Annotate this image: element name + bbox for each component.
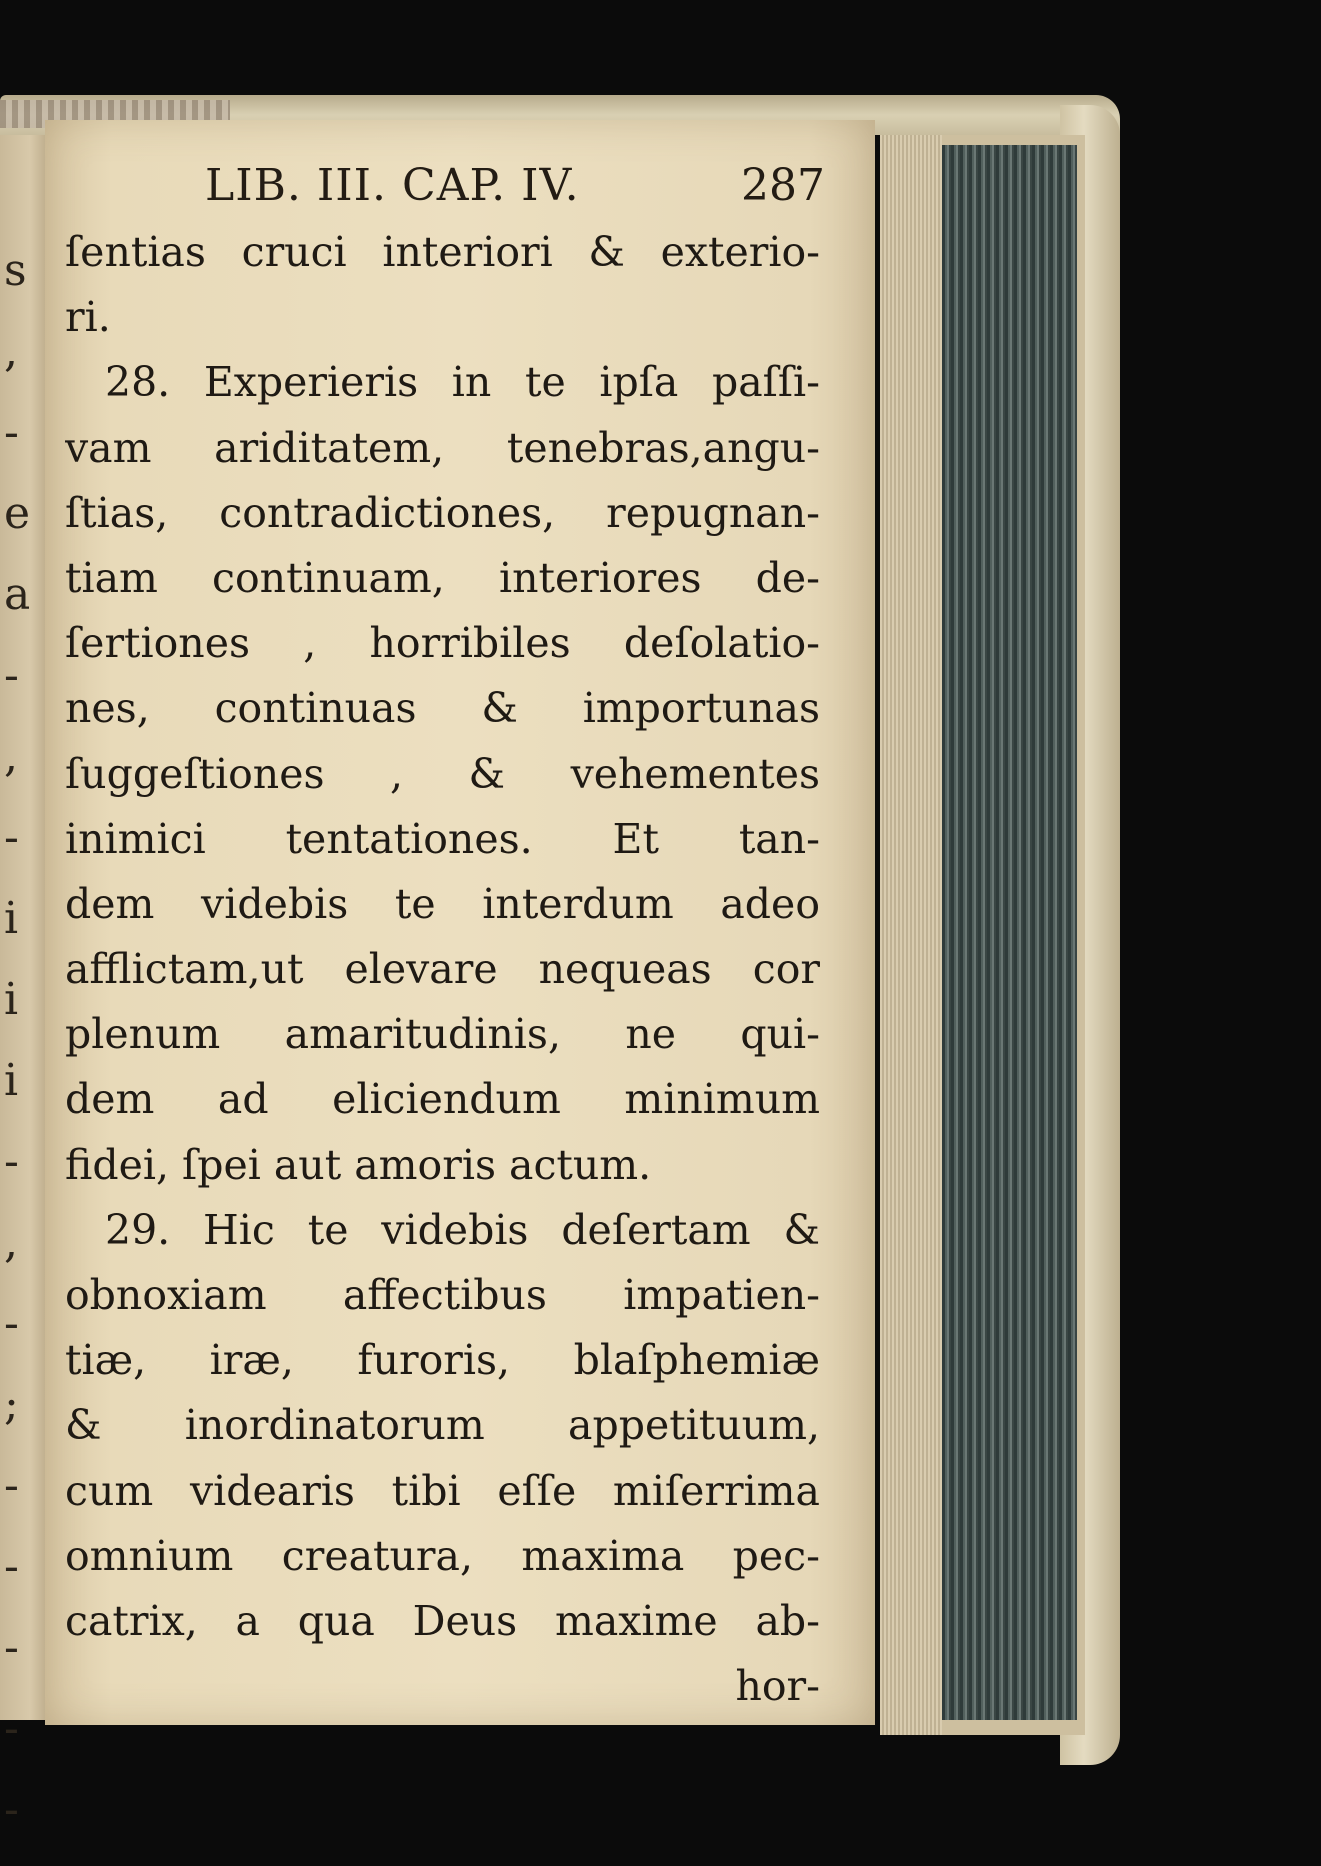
text-line: omnium creatura, maxima pec-: [65, 1531, 820, 1580]
page-body-text: [65, 220, 820, 1719]
text-line: nes, continuas & importunas: [65, 684, 820, 733]
text-line: & inordinatorum appetituum,: [65, 1401, 820, 1450]
text-line: ſuggeſtiones , & vehementes: [65, 749, 820, 798]
text-line: cum videaris tibi eſſe miſerrima: [65, 1466, 820, 1515]
text-line: ſentias cruci interiori & exterio-: [65, 228, 820, 276]
text-line: dem videbis te interdum adeo: [65, 879, 820, 928]
text-line: catrix, a qua Deus maxime ab-: [65, 1596, 820, 1645]
text-line: inimici tentationes. Et tan-: [65, 814, 820, 863]
paragraph-28-first-line: 28. Experieris in te ipſa paſſi-: [105, 358, 820, 407]
text-line: tiam continuam, interiores de-: [65, 553, 820, 602]
page-edges-colored: [942, 145, 1077, 1720]
text-line: ri.: [65, 293, 111, 342]
previous-page-line-ends: s , - e a - , - i i i - , - ; - - - - -: [4, 245, 31, 1835]
text-line: plenum amaritudinis, ne qui-: [65, 1010, 820, 1059]
running-title: LIB. III. CAP. IV.: [205, 160, 580, 211]
paragraph-29-first-line: 29. Hic te videbis deſertam &: [105, 1205, 820, 1254]
page-header: [205, 160, 825, 220]
text-line: obnoxiam affectibus impatien-: [65, 1271, 820, 1319]
page-block-fore-edge: [880, 135, 1085, 1735]
text-line: fidei, ſpei aut amoris actum.: [65, 1140, 652, 1189]
text-line: vam ariditatem, tenebras,angu-: [65, 423, 820, 472]
text-line: tiæ, iræ, furoris, blaſphemiæ: [65, 1336, 820, 1385]
text-line: dem ad eliciendum minimum: [65, 1075, 820, 1124]
page-number: 287: [741, 160, 825, 211]
text-line: ſtias, contradictiones, repugnan-: [65, 488, 820, 537]
page-edges-light: [880, 135, 942, 1735]
catchword: hor-: [735, 1662, 820, 1711]
text-line: ſertiones , horribiles deſolatio-: [65, 619, 820, 668]
book-page: [45, 120, 875, 1725]
text-line: afflictam,ut elevare nequeas cor: [65, 945, 820, 994]
